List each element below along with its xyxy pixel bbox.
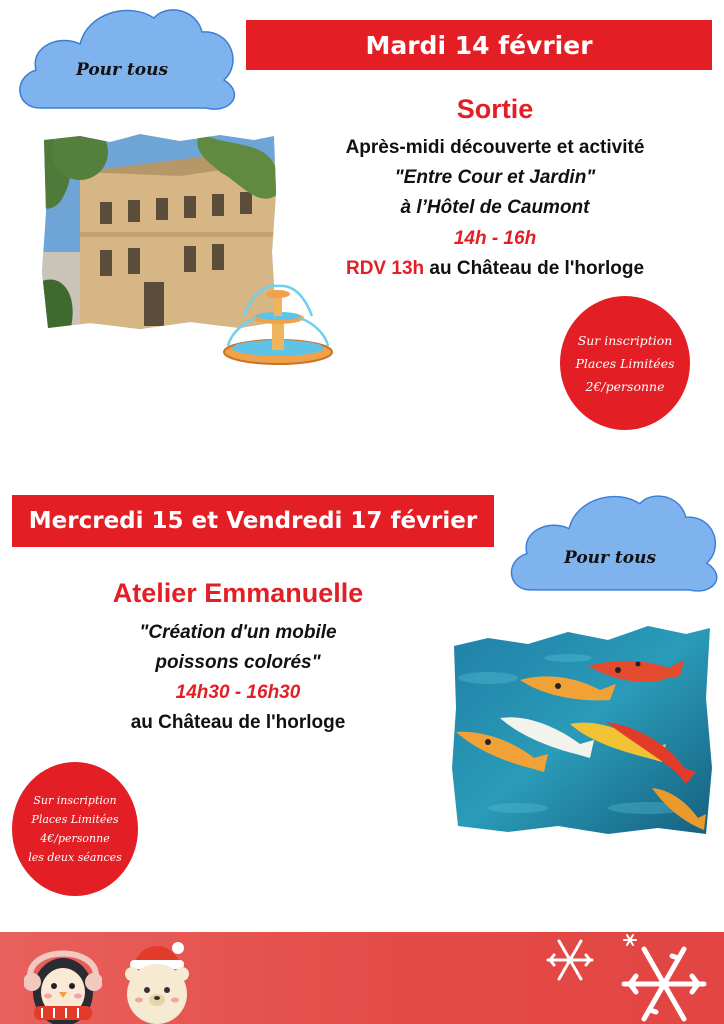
event1-meeting-place: au Château de l'horloge [424,258,645,279]
event2-date: Mercredi 15 et Vendredi 17 février [28,508,478,534]
event2-photo [448,618,714,840]
event2-date-banner [12,495,494,547]
event1-time: 14h - 16h [453,228,537,249]
event1-date: Mardi 14 février [365,30,593,60]
fountain-icon [220,280,336,368]
cloud-icon [10,0,242,118]
event1-audience: Pour tous [76,60,169,80]
event2-badge-line1: Sur inscription [33,794,117,807]
event1-line3: à l’Hôtel de Caumont [400,197,590,218]
event1-date-banner [246,20,712,70]
event2-audience: Pour tous [564,548,657,568]
event2-badge [12,762,138,896]
event2-place: au Château de l'horloge [130,712,346,733]
event1-badge-line2: Places Limitées [575,355,675,371]
event1-line2: "Entre Cour et Jardin" [394,167,596,188]
bear-icon [122,938,192,1024]
event2-badge-line4: les deux séances [28,851,122,864]
event1-badge [560,296,690,430]
footer-decoration [0,932,724,1024]
snowflake-icon [540,932,724,1024]
event1-meeting-highlight: RDV 13h [345,258,425,279]
event2-badge-line2: Places Limitées [31,813,119,826]
event1-badge-line1: Sur inscription [577,332,673,348]
event2-category: Atelier Emmanuelle [112,578,364,608]
event2-line2: poissons colorés" [155,652,321,673]
event1-meeting [290,258,700,280]
event2-badge-line3: 4€/personne [40,832,110,845]
event1-category: Sortie [456,94,534,124]
cloud-icon [502,484,724,602]
event2-line1: "Création d'un mobile [139,622,337,643]
event2-time: 14h30 - 16h30 [175,682,301,703]
event1-line1: Après-midi découverte et activité [345,137,645,158]
event1-badge-line3: 2€/personne [585,378,665,394]
penguin-icon [24,936,102,1024]
